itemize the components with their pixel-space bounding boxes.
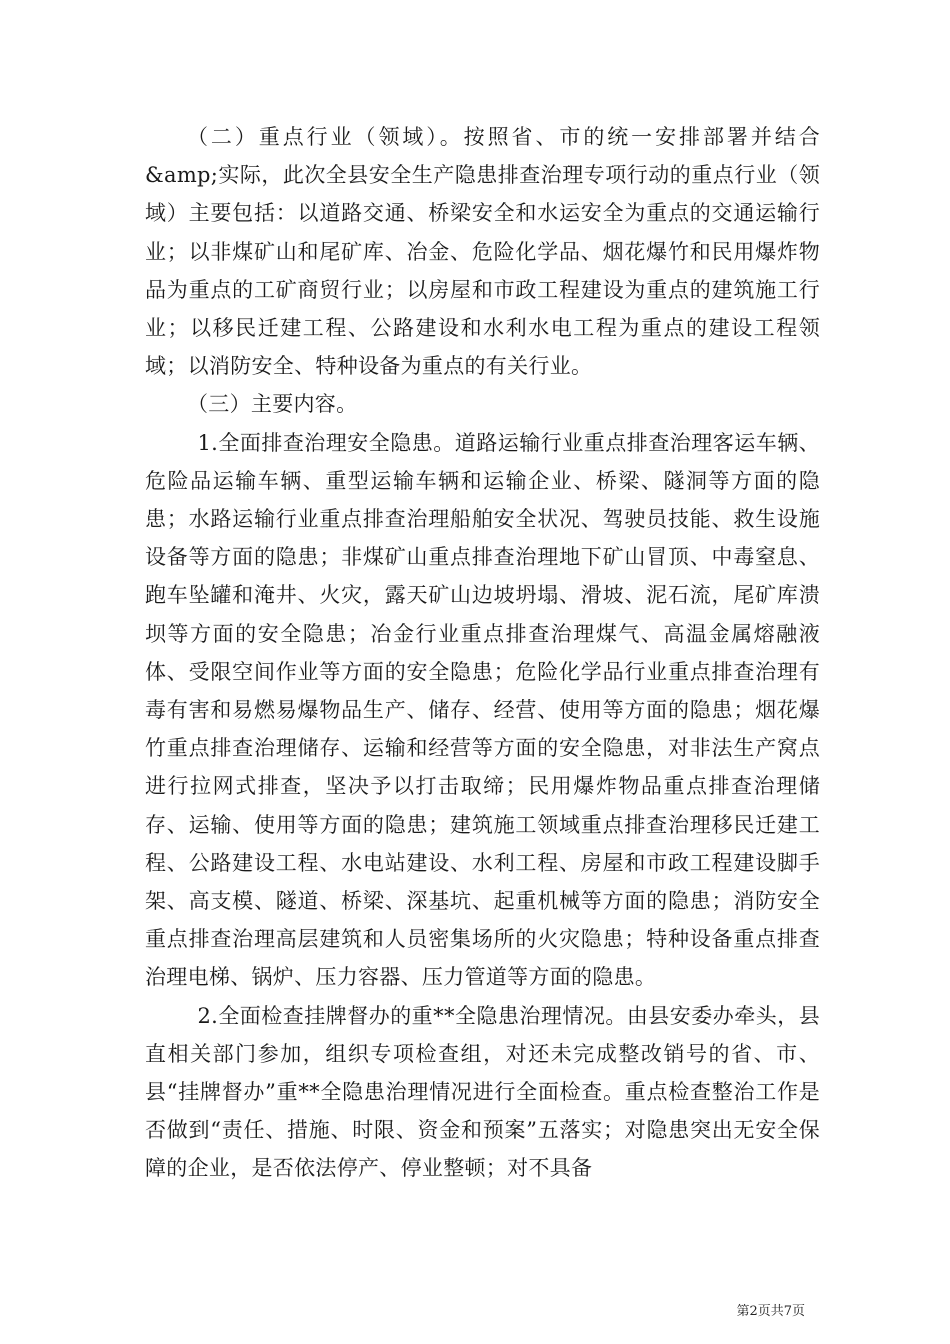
- paragraph-item-1: 1.全面排查治理安全隐患。道路运输行业重点排查治理客运车辆、危险品运输车辆、重型运输车辆和运输企业、桥梁、隧洞等方面的隐患；水路运输行业重点排查治理船舶安全状况、驾驶员技能、救生设施设备等方面的隐患；非煤矿山重点排查治理地下矿山冒顶、中毒窒息、跑车坠罐和淹井、火灾，露天矿山边坡坍塌、滑坡、泥石流，尾矿库溃坝等方面的安全隐患；冶金行业重点排查治理煤气、高温金属熔融液体、受限空间作业等方面的安全隐患；危险化学品行业重点排查治理有毒有害和易燃易爆物品生产、储存、经营、使用等方面的隐患；烟花爆竹重点排查治理储存、运输和经营等方面的安全隐患，对非法生产窝点进行拉网式排查，坚决予以打击取缔；民用爆炸物品重点排查治理储存、运输、使用等方面的隐患；建筑施工领域重点排查治理移民迁建工程、公路建设工程、水电站建设、水利工程、房屋和市政工程建设脚手架、高支模、隧道、桥梁、深基坑、起重机械等方面的隐患；消防安全重点排查治理高层建筑和人员密集场所的火灾隐患；特种设备重点排查治理电梯、锅炉、压力容器、压力管道等方面的隐患。: [145, 430, 820, 990]
- document-body: [145, 118, 820, 1188]
- page-number: 第2页共7页: [736, 1304, 805, 1319]
- paragraph-main-content-heading: （三）主要内容。: [187, 392, 358, 417]
- paragraph-item-2: 2.全面检查挂牌督办的重**全隐患治理情况。由县安委办牵头，县直相关部门参加，组织专项检查组，对还未完成整改销号的省、市、县“挂牌督办”重**全隐患治理情况进行全面检查。重点检查整治工作是否做到“责任、措施、时限、资金和预案”五落实；对隐患突出无安全保障的企业，是否依法停产、停业整顿；对不具备: [145, 1003, 820, 1181]
- paragraph-key-industries: （二）重点行业（领域）。按照省、市的统一安排部署并结合&amp;实际，此次全县安全生产隐患排查治理专项行动的重点行业（领域）主要包括：以道路交通、桥梁安全和水运安全为重点的交通运输行业；以非煤矿山和尾矿库、冶金、危险化学品、烟花爆竹和民用爆炸物品为重点的工矿商贸行业；以房屋和市政工程建设为重点的建筑施工行业；以移民迁建工程、公路建设和水利水电工程为重点的建设工程领域；以消防安全、特种设备为重点的有关行业。: [145, 125, 820, 379]
